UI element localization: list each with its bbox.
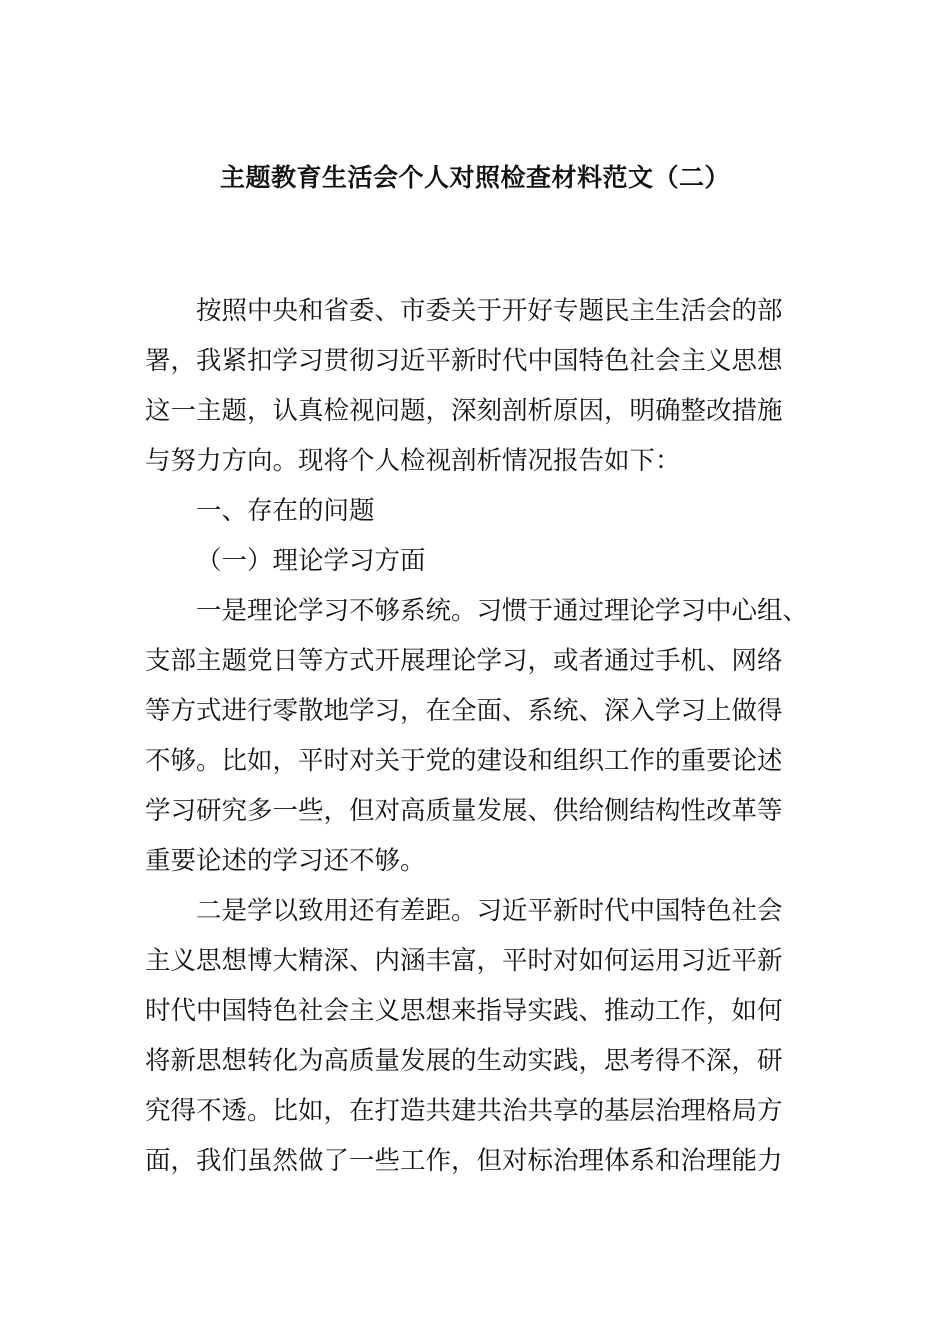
- section-heading: 一、存在的问题: [196, 496, 375, 526]
- paragraph-line: 学习研究多一些，但对高质量发展、供给侧结构性改革等: [145, 796, 783, 826]
- paragraph-line: 等方式进行零散地学习，在全面、系统、深入学习上做得: [145, 696, 783, 726]
- paragraph-line: 一是理论学习不够系统。习惯于通过理论学习中心组、: [196, 596, 809, 626]
- paragraph-line: 时代中国特色社会主义思想来指导实践、推动工作，如何: [145, 996, 783, 1026]
- paragraph-line: 主义思想博大精深、内涵丰富，平时对如何运用习近平新: [145, 946, 783, 976]
- paragraph-line: 面，我们虽然做了一些工作，但对标治理体系和治理能力: [145, 1146, 783, 1176]
- paragraph-line: 按照中央和省委、市委关于开好专题民主生活会的部: [196, 296, 783, 326]
- paragraph-line: 与努力方向。现将个人检视剖析情况报告如下：: [145, 446, 681, 476]
- paragraph-line: 将新思想转化为高质量发展的生动实践，思考得不深，研: [145, 1046, 783, 1076]
- paragraph-line: 支部主题党日等方式开展理论学习，或者通过手机、网络: [145, 646, 783, 676]
- paragraph-line: 署，我紧扣学习贯彻习近平新时代中国特色社会主义思想: [145, 346, 783, 376]
- paragraph-line: 究得不透。比如，在打造共建共治共享的基层治理格局方: [145, 1096, 783, 1126]
- document-title: 主题教育生活会个人对照检查材料范文（二）: [219, 163, 730, 192]
- paragraph-line: 这一主题，认真检视问题，深刻剖析原因，明确整改措施: [145, 396, 783, 426]
- subsection-heading: （一）理论学习方面: [196, 546, 426, 576]
- document-body: [145, 286, 810, 1186]
- paragraph-line: 不够。比如，平时对关于党的建设和组织工作的重要论述: [145, 746, 783, 776]
- paragraph-line: 二是学以致用还有差距。习近平新时代中国特色社会: [196, 896, 783, 926]
- paragraph-line: 重要论述的学习还不够。: [145, 846, 426, 876]
